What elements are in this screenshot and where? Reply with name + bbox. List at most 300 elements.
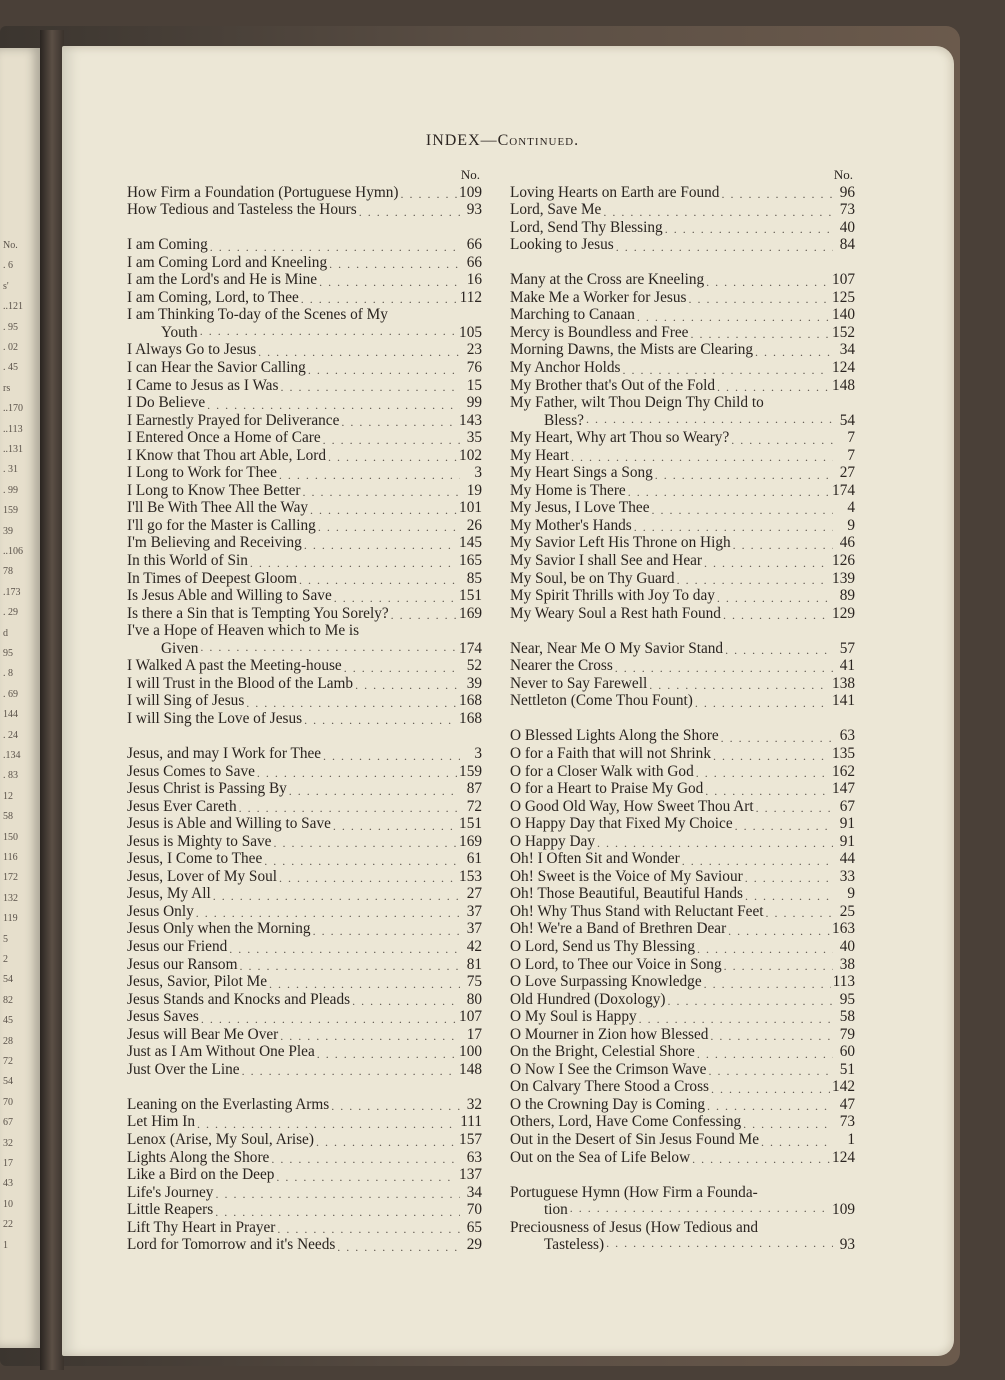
index-entry (510, 341, 855, 359)
previous-page-fragment: 70 (3, 1096, 13, 1108)
entry-title: O Mourner in Zion how Blessed (510, 1025, 709, 1043)
entry-number: 27 (839, 464, 855, 482)
entry-title: Like a Bird on the Deep (127, 1166, 275, 1184)
entry-number: 169 (459, 832, 482, 850)
index-entry (510, 499, 855, 517)
dot-leader (766, 906, 833, 920)
index-entry (127, 1149, 482, 1167)
index-entry (127, 341, 482, 359)
index-entry (510, 1113, 855, 1131)
entry-title: O Blessed Lights Along the Shore (510, 727, 719, 745)
entry-number: 52 (466, 657, 482, 675)
entry-title: In this World of Sin (127, 551, 248, 569)
dot-leader (690, 327, 830, 341)
previous-page-fragment: ..113 (3, 423, 23, 435)
dot-leader (301, 292, 458, 306)
entry-number: 93 (466, 201, 482, 219)
entry-title: Jesus, I Come to Thee (127, 850, 263, 868)
dot-leader (304, 713, 457, 727)
entry-title: O for a Heart to Praise My God (510, 780, 704, 798)
index-entry (510, 1043, 855, 1061)
previous-page-fragment: . 45 (3, 362, 18, 374)
entry-number: 73 (839, 201, 855, 219)
index-column-right (510, 166, 855, 1254)
entry-number: 124 (832, 358, 855, 376)
index-entry (127, 868, 482, 886)
index-entry (510, 1131, 855, 1149)
entry-number: 91 (839, 832, 855, 850)
index-entry (127, 377, 482, 395)
entry-number: 143 (459, 411, 482, 429)
dot-leader (352, 994, 460, 1008)
entry-number: 157 (459, 1131, 482, 1149)
dot-leader (639, 1012, 833, 1026)
previous-page-fragment: 10 (3, 1198, 13, 1210)
entry-number: 140 (832, 306, 855, 324)
dot-leader (215, 1187, 460, 1201)
entry-number: 169 (459, 604, 482, 622)
entry-number: 145 (459, 534, 482, 552)
index-entry (127, 1131, 482, 1149)
previous-page-fragment: . 24 (3, 729, 18, 741)
dot-leader (258, 345, 460, 359)
entry-number: 129 (832, 604, 855, 622)
dot-leader (637, 310, 830, 324)
index-entry (127, 815, 482, 833)
entry-title: I am Coming Lord and Kneeling (127, 253, 328, 271)
previous-page-fragment: ..131 (3, 444, 23, 455)
index-entry (510, 359, 855, 377)
entry-number: 41 (839, 657, 855, 675)
dot-leader (735, 819, 833, 833)
dot-leader (257, 766, 457, 780)
index-entry (127, 1201, 482, 1219)
entry-title: Jesus Ever Careth (127, 797, 237, 815)
index-entry (127, 1096, 482, 1114)
previous-page-fragment: 5 (3, 933, 8, 945)
dot-leader (280, 380, 460, 394)
entry-title: My Jesus, I Love Thee (510, 499, 650, 517)
previous-page-fragment: d (3, 627, 8, 639)
entry-number: 124 (832, 1148, 855, 1166)
entry-title: My Savior I shall See and Hear (510, 551, 703, 569)
index-entry (510, 1026, 855, 1044)
entry-number: 57 (839, 639, 855, 657)
entry-number: 46 (839, 534, 855, 552)
dot-leader (695, 696, 830, 710)
index-entry (510, 780, 855, 798)
entry-title: I Long to Know Thee Better (127, 481, 301, 499)
index-entry (127, 763, 482, 781)
entry-number: 85 (466, 569, 482, 587)
entry-number: 3 (474, 745, 482, 762)
entry-title: Others, Lord, Have Come Confessing (510, 1113, 742, 1131)
entry-number: 60 (839, 1043, 855, 1061)
entry-number: 148 (832, 376, 855, 394)
dot-leader (313, 924, 460, 938)
group-gap (127, 727, 482, 745)
entry-title: Just Over the Line (127, 1060, 240, 1078)
dot-leader (697, 942, 833, 956)
index-entry (510, 903, 855, 921)
index-entry (127, 710, 482, 728)
entry-title: I am Coming, Lord, to Thee (127, 288, 299, 306)
index-entry (127, 447, 482, 465)
dot-leader (721, 731, 833, 745)
index-entry (510, 640, 855, 658)
entry-number: 19 (466, 481, 482, 499)
entry-number: 135 (832, 745, 855, 762)
entry-title: Never to Say Farewell (510, 674, 648, 692)
previous-page-fragment: 95 (3, 648, 13, 659)
previous-page-fragment: 72 (3, 1056, 13, 1067)
dot-leader (603, 205, 833, 219)
dot-leader (299, 573, 460, 587)
entry-number: 9 (847, 516, 855, 534)
index-entry (510, 184, 855, 202)
entry-number: 101 (459, 499, 482, 517)
entry-title: I Earnestly Prayed for Deliverance (127, 411, 340, 429)
entry-title: Jesus will Bear Me Over (127, 1025, 279, 1043)
index-entry (510, 938, 855, 956)
dot-leader (271, 1152, 460, 1166)
entry-title: My Heart, Why art Thou so Weary? (510, 429, 730, 447)
index-entry (127, 903, 482, 921)
dot-leader (706, 275, 830, 289)
index-entry (127, 289, 482, 307)
dot-leader (201, 1012, 457, 1026)
dot-leader (704, 556, 830, 570)
entry-number: 51 (839, 1060, 855, 1078)
index-entry (127, 973, 482, 991)
entry-number: 163 (832, 920, 855, 938)
entry-title: Out on the Sea of Life Below (510, 1148, 691, 1166)
index-entry (510, 885, 855, 903)
entry-number: 66 (466, 253, 482, 271)
entry-number: 32 (466, 1095, 482, 1113)
entry-number: 174 (459, 639, 482, 657)
index-entry (127, 517, 482, 535)
index-entry (127, 745, 482, 763)
index-entry (510, 692, 855, 710)
entry-number: 168 (459, 709, 482, 727)
dot-leader (239, 959, 460, 973)
dot-leader (391, 608, 457, 622)
entry-title: Portuguese Hymn (How Firm a Founda- (510, 1183, 758, 1201)
dot-leader (319, 275, 460, 289)
entry-title: Jesus, and may I Work for Thee (127, 745, 322, 762)
entry-number: 109 (832, 1201, 855, 1219)
entry-title: I've a Hope of Heaven which to Me is (127, 622, 360, 640)
entry-number: 7 (847, 429, 855, 447)
entry-number: 66 (466, 236, 482, 254)
entry-number: 125 (832, 288, 855, 306)
entry-title: Oh! Why Thus Stand with Reluctant Feet (510, 902, 764, 920)
index-entry (510, 324, 855, 342)
entry-number: 42 (466, 938, 482, 956)
entry-number: 23 (466, 341, 482, 359)
entry-title: Mercy is Boundless and Free (510, 323, 689, 341)
entry-number: 162 (832, 762, 855, 780)
entry-title: Jesus Stands and Knocks and Pleads (127, 990, 351, 1008)
index-entry (510, 552, 855, 570)
dot-leader (197, 1117, 458, 1131)
index-entry (510, 605, 855, 623)
book-gutter (40, 30, 64, 1370)
dot-leader (586, 412, 833, 430)
index-entry (127, 184, 482, 202)
dot-leader (302, 485, 460, 499)
index-entry (510, 1078, 855, 1096)
entry-title: I'll Be With Thee All the Way (127, 499, 309, 517)
entry-number: 81 (466, 955, 482, 973)
dot-leader (276, 1170, 457, 1184)
dot-leader (359, 205, 460, 219)
entry-number: 58 (839, 1008, 855, 1026)
index-entry (510, 1219, 855, 1254)
entry-title: Lift Thy Heart in Prayer (127, 1218, 276, 1236)
dot-leader (341, 415, 457, 429)
previous-page-fragment: 144 (3, 709, 18, 721)
entry-number: 147 (832, 780, 855, 798)
index-entry (127, 201, 482, 219)
previous-page-fragment: 28 (3, 1035, 13, 1047)
dot-leader (280, 1029, 460, 1043)
index-entry (510, 850, 855, 868)
entry-title: My Weary Soul a Rest hath Found (510, 604, 721, 622)
index-entry (127, 1184, 482, 1202)
dot-leader (279, 871, 457, 885)
entry-number: 174 (832, 481, 855, 499)
index-entry (510, 920, 855, 938)
dot-leader (269, 977, 460, 991)
index-entry (127, 429, 482, 447)
entry-number: 40 (839, 218, 855, 236)
index-entry (510, 657, 855, 675)
previous-page-fragment: .134 (3, 750, 21, 761)
dot-leader (213, 889, 460, 903)
dot-leader (215, 1205, 460, 1219)
entry-title: Many at the Cross are Kneeling (510, 271, 705, 289)
entry-number: 165 (459, 551, 482, 569)
entry-number: 27 (466, 885, 482, 903)
index-entry (510, 482, 855, 500)
previous-page-fragment: 39 (3, 525, 13, 537)
entry-title: Let Him In (127, 1113, 195, 1131)
entry-title: Lights Along the Shore (127, 1148, 270, 1166)
entry-title: My Brother that's Out of the Fold (510, 376, 715, 394)
entry-number: 34 (466, 1183, 482, 1201)
index-entry (510, 429, 855, 447)
entry-number: 73 (839, 1113, 855, 1131)
dot-leader (571, 450, 833, 464)
group-gap (510, 1166, 855, 1184)
index-entry (510, 219, 855, 237)
entry-number: 113 (832, 973, 855, 991)
entry-title: Is there a Sin that is Tempting You Sorely? (127, 604, 389, 622)
index-entry (127, 306, 482, 341)
dot-leader (652, 503, 834, 517)
dot-leader (606, 1236, 833, 1254)
index-entry (510, 675, 855, 693)
entry-number: 75 (466, 973, 482, 991)
dot-leader (196, 906, 460, 920)
dot-leader (725, 643, 833, 657)
dot-leader (724, 959, 833, 973)
column-header-no: No. (460, 167, 480, 182)
entry-number: 93 (839, 1236, 855, 1254)
entry-number: 112 (459, 288, 482, 306)
index-entry (510, 1096, 855, 1114)
previous-page-fragment: 67 (3, 1117, 13, 1129)
entry-title: Jesus, My All (127, 885, 211, 903)
entry-title: I Know that Thou art Able, Lord (127, 446, 326, 464)
entry-number: 159 (459, 762, 482, 780)
index-entry (510, 587, 855, 605)
dot-leader (713, 749, 830, 763)
heading-sub: Continued. (497, 132, 580, 149)
entry-title: I Always Go to Jesus (127, 341, 257, 359)
dot-leader (316, 1135, 457, 1149)
entry-title: Is Jesus Able and Willing to Save (127, 587, 332, 605)
index-entry (127, 1236, 482, 1254)
previous-page-fragment: ..170 (3, 403, 23, 415)
index-entry (510, 833, 855, 851)
dot-leader (401, 187, 458, 201)
previous-page-fragment: ..121 (3, 301, 23, 313)
entry-title: In Times of Deepest Gloom (127, 569, 297, 587)
dot-leader (200, 640, 457, 658)
previous-page-fragment: 45 (3, 1015, 13, 1027)
index-entry (127, 850, 482, 868)
index-entry (127, 956, 482, 974)
previous-page-fragment: No. (3, 240, 18, 251)
dot-leader (329, 257, 460, 271)
entry-number: 152 (832, 323, 855, 341)
index-entry (127, 534, 482, 552)
dot-leader (677, 573, 830, 587)
entry-title: I will Sing the Love of Jesus (127, 709, 303, 727)
entry-title: Jesus, Savior, Pilot Me (127, 973, 268, 991)
index-entry (127, 920, 482, 938)
entry-title: How Tedious and Tasteless the Hours (127, 201, 357, 219)
dot-leader (279, 468, 460, 482)
dot-leader (289, 784, 460, 798)
entry-number: 91 (839, 815, 855, 833)
entry-number: 39 (466, 674, 482, 692)
entry-title: On Calvary There Stood a Cross (510, 1078, 709, 1096)
dot-leader (210, 240, 460, 254)
entry-number: 99 (466, 394, 482, 412)
index-entry (127, 622, 482, 657)
entry-title: My Father, wilt Thou Deign Thy Child to (510, 394, 764, 412)
entry-title: O the Crowning Day is Coming (510, 1095, 706, 1113)
dot-leader (615, 661, 833, 675)
dot-leader (649, 678, 830, 692)
previous-page-fragment: . 29 (3, 607, 18, 619)
entry-title: My Spirit Thrills with Joy To day (510, 587, 715, 605)
entry-title: Oh! Sweet is the Voice of My Saviour (510, 867, 743, 885)
entry-title-continued: Youth (161, 323, 198, 341)
entry-number: 84 (839, 236, 855, 254)
entry-number: 38 (839, 955, 855, 973)
previous-page-fragment: .173 (3, 586, 21, 598)
previous-page-fragment: 119 (3, 913, 18, 925)
entry-title: Just as I Am Without One Plea (127, 1043, 315, 1061)
index-entry (127, 1166, 482, 1184)
entry-number: 76 (466, 358, 482, 376)
dot-leader (229, 942, 460, 956)
dot-leader (242, 1064, 457, 1078)
entry-title: My Mother's Hands (510, 516, 632, 534)
previous-page-fragment: 172 (3, 872, 18, 884)
dot-leader (250, 556, 457, 570)
dot-leader (733, 538, 833, 552)
dot-leader (717, 591, 833, 605)
dot-leader (200, 324, 457, 342)
dot-leader (323, 433, 460, 447)
entry-number: 34 (839, 341, 855, 359)
dot-leader (207, 398, 460, 412)
entry-number: 79 (839, 1025, 855, 1043)
index-entry (127, 605, 482, 623)
dot-leader (323, 749, 460, 763)
index-entry (510, 1184, 855, 1219)
dot-leader (688, 292, 830, 306)
entry-title: Marching to Canaan (510, 306, 635, 324)
index-entry (127, 1061, 482, 1079)
previous-page-fragment: . 8 (3, 668, 13, 680)
group-gap (510, 254, 855, 272)
entry-number: 1 (847, 1131, 855, 1149)
index-entry (127, 570, 482, 588)
dot-leader (634, 520, 833, 534)
index-entry (510, 991, 855, 1009)
index-entry (510, 447, 855, 465)
index-entry (510, 377, 855, 395)
dot-leader (310, 503, 457, 517)
dot-leader (745, 889, 833, 903)
index-entry (127, 1113, 482, 1131)
entry-number: 61 (466, 850, 482, 868)
entry-title: Jesus, Lover of My Soul (127, 867, 277, 885)
index-entry (510, 745, 855, 763)
dot-leader (570, 1201, 830, 1219)
entry-number: 67 (839, 797, 855, 815)
dot-leader (318, 520, 460, 534)
previous-page-fragment: 12 (3, 790, 13, 802)
entry-number: 96 (839, 183, 855, 201)
entry-title: Jesus Christ is Passing By (127, 780, 287, 798)
entry-number: 80 (466, 990, 482, 1008)
entry-title: Looking to Jesus (510, 236, 614, 254)
index-entry (510, 815, 855, 833)
entry-title: I am Thinking To-day of the Scenes of My (127, 306, 388, 324)
entry-title: My Savior Left His Throne on High (510, 534, 731, 552)
entry-number: 148 (459, 1060, 482, 1078)
dot-leader (333, 819, 457, 833)
dot-leader (337, 1240, 460, 1254)
entry-number: 17 (466, 1025, 482, 1043)
previous-page-fragment: . 95 (3, 321, 18, 333)
entry-title: Jesus is Able and Willing to Save (127, 815, 331, 833)
index-entry (510, 973, 855, 991)
entry-title: Jesus is Mighty to Save (127, 832, 272, 850)
entry-number: 37 (466, 920, 482, 938)
entry-title: I am the Lord's and He is Mine (127, 271, 318, 289)
dot-leader (708, 1064, 833, 1078)
entry-number: 100 (459, 1043, 482, 1061)
